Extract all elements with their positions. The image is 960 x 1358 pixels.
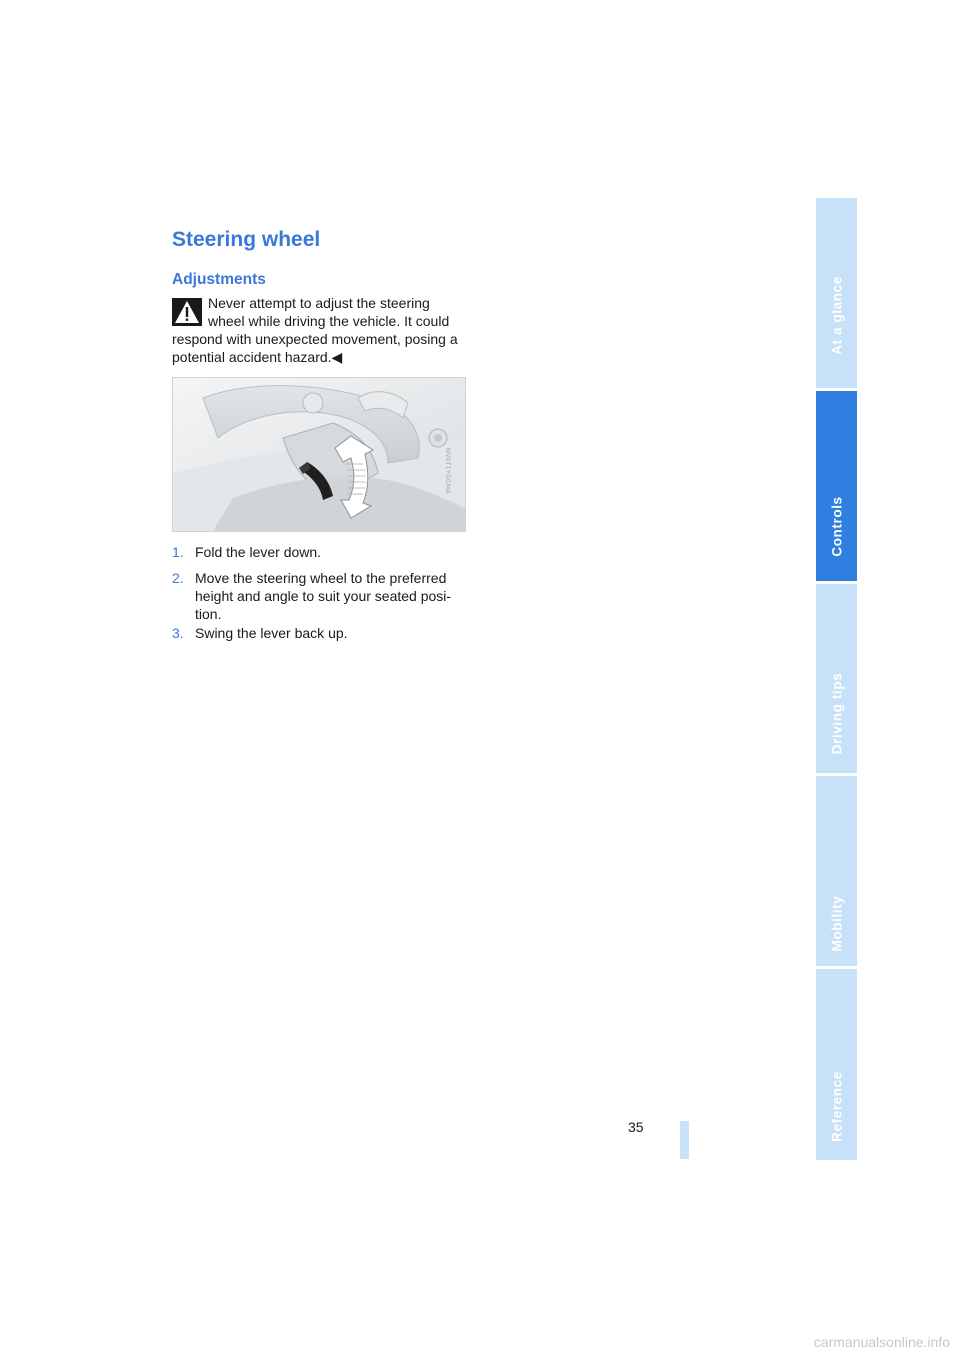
step-1-number: 1. [172, 544, 184, 560]
step-2-number: 2. [172, 570, 184, 586]
page-number: 35 [628, 1119, 644, 1135]
figure-code: MV0T1YDCMA [444, 448, 450, 495]
tab-mobility[interactable] [816, 776, 857, 966]
warning-text-line-1: Never attempt to adjust the steering [208, 295, 430, 311]
tab-controls[interactable] [816, 391, 857, 581]
section-subtitle: Adjustments [172, 271, 266, 288]
tab-at-a-glance[interactable] [816, 198, 857, 388]
tab-label: Mobility [829, 895, 844, 952]
warning-text-line-4: potential accident hazard.◀ [172, 349, 343, 365]
tab-reference[interactable] [816, 969, 857, 1160]
step-2-text-line-2: height and angle to suit your seated posi- [195, 588, 452, 604]
step-3-text: Swing the lever back up. [195, 625, 348, 641]
step-2-text-line-3: tion. [195, 606, 222, 622]
tab-label: Driving tips [829, 672, 844, 755]
page-number-bar [680, 1121, 689, 1159]
chapter-tabs [816, 198, 857, 1160]
tab-driving-tips[interactable] [816, 584, 857, 773]
step-2-text-line-1: Move the steering wheel to the preferred [195, 570, 447, 586]
warning-icon [172, 298, 202, 326]
step-3-number: 3. [172, 625, 184, 641]
step-1-text: Fold the lever down. [195, 544, 322, 560]
warning-text-line-3: respond with unexpected movement, posing a [172, 331, 458, 347]
steering-adjustment-illustration [172, 377, 466, 532]
warning-text-line-2: wheel while driving the vehicle. It could [208, 313, 450, 329]
tab-label: At a glance [829, 276, 844, 355]
steering-column-drawing [173, 378, 465, 531]
watermark: carmanualsonline.info [813, 1334, 950, 1350]
tab-label: Reference [829, 1071, 844, 1142]
tab-label: Controls [829, 496, 844, 557]
section-title: Steering wheel [172, 228, 321, 251]
